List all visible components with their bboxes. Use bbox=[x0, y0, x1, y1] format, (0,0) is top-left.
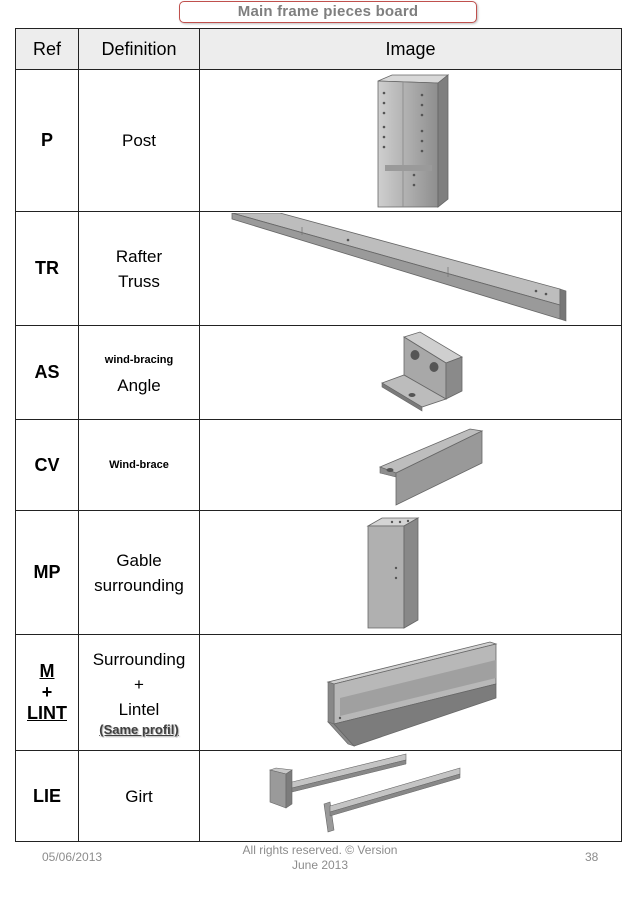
ref-cell: MP bbox=[16, 511, 79, 635]
definition-line: + bbox=[134, 675, 144, 694]
footer-copyright bbox=[200, 843, 440, 873]
definition-small: wind-bracing bbox=[104, 353, 174, 366]
definition-line: surrounding bbox=[94, 575, 184, 595]
ref-line: + bbox=[41, 682, 53, 702]
header-definition: Definition bbox=[79, 29, 200, 70]
definition-cell bbox=[79, 326, 200, 420]
gable-post-icon bbox=[200, 512, 621, 634]
definition-cell bbox=[79, 212, 200, 326]
footer-page-number: 38 bbox=[585, 850, 599, 864]
table-row bbox=[16, 212, 622, 326]
header-image: Image bbox=[200, 29, 622, 70]
image-cell bbox=[200, 635, 622, 751]
footer-date: 05/06/2013 bbox=[42, 850, 103, 864]
ref-line: LINT bbox=[27, 703, 67, 723]
image-cell bbox=[200, 212, 622, 326]
definition-line: Surrounding bbox=[92, 650, 186, 669]
ref-cell: P bbox=[16, 70, 79, 212]
header-ref: Ref bbox=[16, 29, 79, 70]
post-icon bbox=[200, 71, 621, 211]
image-cell bbox=[200, 70, 622, 212]
table-row bbox=[16, 326, 622, 420]
definition-line: Lintel bbox=[118, 700, 160, 719]
definition-small: Wind-brace bbox=[109, 458, 169, 471]
definition-cell bbox=[79, 635, 200, 751]
ref-cell bbox=[16, 635, 79, 751]
ref-line: M bbox=[39, 661, 55, 681]
table-row bbox=[16, 420, 622, 511]
table-row bbox=[16, 511, 622, 635]
pieces-table bbox=[15, 28, 622, 842]
image-cell bbox=[200, 751, 622, 842]
angle-bracket-icon bbox=[200, 327, 621, 419]
image-cell bbox=[200, 511, 622, 635]
definition-cell bbox=[79, 420, 200, 511]
image-cell bbox=[200, 420, 622, 511]
girt-icon bbox=[200, 752, 621, 841]
definition-text: Post bbox=[121, 131, 157, 150]
rafter-truss-icon bbox=[200, 213, 621, 325]
definition-cell bbox=[79, 70, 200, 212]
table-row bbox=[16, 751, 622, 842]
definition-cell bbox=[79, 511, 200, 635]
table-row bbox=[16, 70, 622, 212]
ref-cell: TR bbox=[16, 212, 79, 326]
definition-line: Angle bbox=[117, 375, 161, 395]
definition-line: Rafter bbox=[115, 246, 163, 266]
channel-profile-icon bbox=[200, 636, 621, 750]
ref-cell: AS bbox=[16, 326, 79, 420]
wind-brace-icon bbox=[200, 421, 621, 510]
copyright-line: June 2013 bbox=[291, 858, 349, 872]
ref-cell: CV bbox=[16, 420, 79, 511]
table-row bbox=[16, 635, 622, 751]
definition-line: Gable bbox=[116, 550, 162, 570]
definition-note: (Same profil) bbox=[99, 722, 179, 737]
table-header-row bbox=[16, 29, 622, 70]
definition-line: Truss bbox=[118, 271, 160, 291]
copyright-line: All rights reserved. © Version bbox=[242, 843, 398, 857]
page-title: Main frame pieces board bbox=[179, 1, 477, 23]
ref-cell: LIE bbox=[16, 751, 79, 842]
definition-text: Girt bbox=[125, 786, 153, 806]
definition-cell bbox=[79, 751, 200, 842]
image-cell bbox=[200, 326, 622, 420]
